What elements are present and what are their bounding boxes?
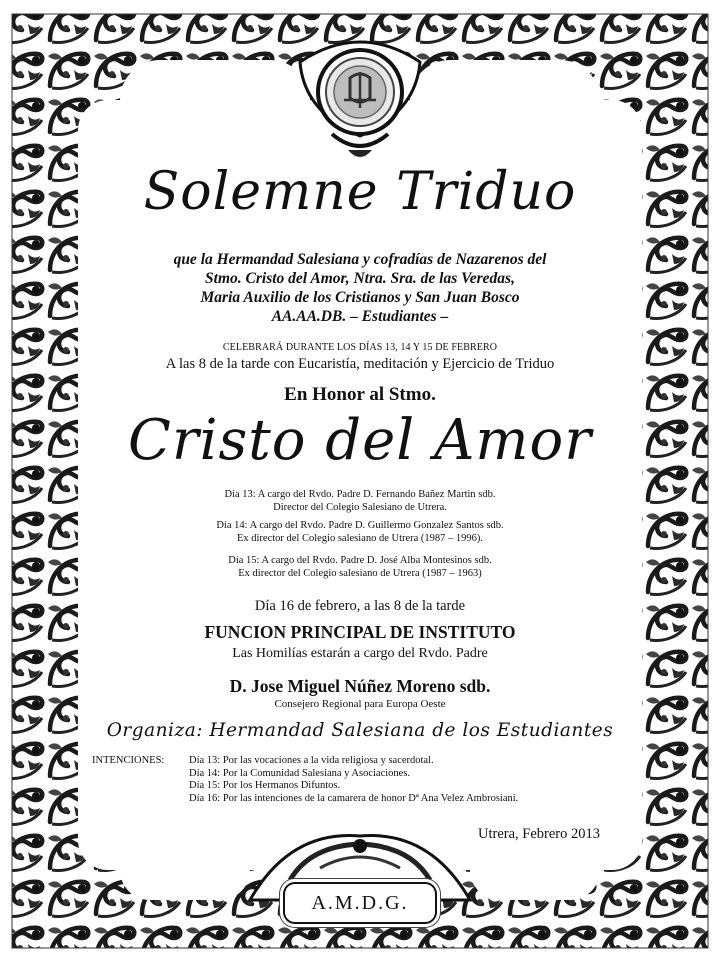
day-15-preacher	[95, 555, 625, 580]
day-line: Día 15: A cargo del Rvdo. Padre D. José Alba Montesinos sdb.	[228, 555, 492, 566]
day-line: Día 13: A cargo del Rvdo. Padre D. Fernando Bañez Martin sdb.	[224, 489, 496, 500]
preacher-name: D. Jose Miguel Núñez Moreno sdb.	[229, 676, 491, 696]
schedule-text: A las 8 de la tarde con Eucaristía, meditación y Ejercicio de Triduo	[165, 356, 555, 372]
title: Solemne Triduo	[143, 162, 577, 222]
homilies-text: Las Homilías estarán a cargo del Rvdo. Padre	[232, 646, 488, 661]
organizer-line: Organiza: Hermandad Salesiana de los Estudiantes	[106, 720, 614, 741]
subtitle-line: que la Hermandad Salesiana y cofradías de Nazarenos del	[173, 251, 547, 268]
day-line: Día 14: A cargo del Rvdo. Padre D. Guillermo Gonzalez Santos sdb.	[216, 520, 504, 531]
intentions-label: INTENCIONES:	[92, 755, 165, 766]
intentions-list	[189, 755, 518, 805]
day-line: Ex director del Colegio salesiano de Utrera (1987 – 1963)	[238, 567, 482, 579]
main-function-heading: FUNCION PRINCIPAL DE INSTITUTO	[204, 622, 516, 642]
intention-item: Día 16: Por las intenciones de la camarera de honor Dª Ana Velez Ambrosiani.	[189, 792, 519, 804]
day-14-preacher	[95, 520, 625, 545]
place-date: Utrera, Febrero 2013	[478, 826, 600, 842]
subtitle-line: AA.AA.DB. – Estudiantes –	[271, 308, 449, 325]
celebration-dates: CELEBRARÁ DURANTE LOS DÍAS 13, 14 Y 15 DE FEBRERO	[222, 342, 498, 353]
intention-item: Día 13: Por las vocaciones a la vida religiosa y sacerdotal.	[189, 755, 434, 766]
cristo-title: Cristo del Amor	[127, 408, 592, 473]
intention-item: Día 14: Por la Comunidad Salesiana y Asociaciones.	[189, 767, 411, 779]
day-line: Director del Colegio Salesiano de Utrera.	[273, 501, 447, 513]
intention-item: Día 15: Por los Hermanos Difuntos.	[189, 780, 341, 791]
preacher-role: Consejero Regional para Europa Oeste	[274, 698, 446, 710]
subtitle	[95, 250, 625, 326]
day-13-preacher	[95, 489, 625, 514]
day-line: Ex director del Colegio salesiano de Utrera (1987 – 1996).	[236, 532, 484, 544]
day-16-text: Día 16 de febrero, a las 8 de la tarde	[254, 598, 466, 614]
subtitle-line: Stmo. Cristo del Amor, Ntra. Sra. de las Veredas,	[205, 270, 515, 287]
amdg-plaque: A.M.D.G.	[283, 882, 437, 924]
subtitle-line: Maria Auxilio de los Cristianos y San Juan Bosco	[200, 289, 520, 306]
honor-heading: En Honor al Stmo.	[284, 384, 436, 405]
